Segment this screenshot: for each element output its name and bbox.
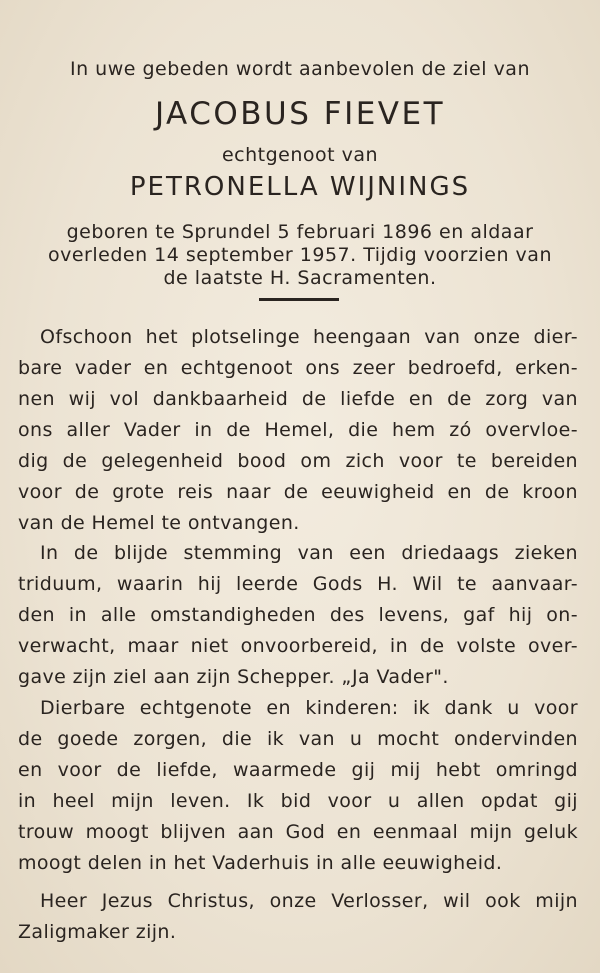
text-line: dig de gelegenheid bood om zich voor te bereiden <box>18 450 578 472</box>
text-line: gave zijn ziel aan zijn Schepper. „Ja Vader". <box>18 666 449 688</box>
text-line: ons aller Vader in de Hemel, die hem zó overvloe- <box>18 419 578 441</box>
text-line: Ofschoon het plotselinge heengaan van onze dier- <box>40 326 578 348</box>
divider-rule <box>259 298 339 301</box>
paragraph-1 <box>18 322 578 539</box>
paragraph-4 <box>18 886 578 948</box>
death-line: overleden 14 september 1957. Tijdig voorzien van <box>48 244 552 266</box>
text-line: bare vader en echtgenoot ons zeer bedroefd, erken- <box>18 357 578 379</box>
paragraph-3 <box>18 693 578 879</box>
text-line: de goede zorgen, die ik van u mocht ondervinden <box>18 728 578 750</box>
paragraph-2 <box>18 538 578 693</box>
text-line: den in alle omstandigheden des levens, gaf hij on- <box>18 604 578 626</box>
text-line: In de blijde stemming van een driedaags zieken <box>40 542 578 564</box>
text-line: in heel mijn leven. Ik bid voor u allen opdat gij <box>18 790 578 812</box>
text-line: nen wij vol dankbaarheid de liefde en de zorg van <box>18 388 578 410</box>
text-line: triduum, waarin hij leerde Gods H. Wil te aanvaar- <box>18 573 578 595</box>
sacraments-line: de laatste H. Sacramenten. <box>163 267 437 289</box>
text-line: en voor de liefde, waarmede gij mij hebt omringd <box>18 759 578 781</box>
text-line: Heer Jezus Christus, onze Verlosser, wil ook mijn <box>40 890 578 912</box>
text-line: trouw moogt blijven aan God en eenmaal mijn geluk <box>18 821 578 843</box>
intro-line: In uwe gebeden wordt aanbevolen de ziel van <box>70 58 530 80</box>
spouse-prefix: echtgenoot van <box>221 144 379 166</box>
text-line: Zaligmaker zijn. <box>18 921 177 943</box>
text-line: Dierbare echtgenote en kinderen: ik dank u voor <box>40 697 578 719</box>
birth-line: geboren te Sprundel 5 februari 1896 en aldaar <box>66 221 534 243</box>
deceased-name: JACOBUS FIEVET <box>154 96 446 132</box>
text-line: van de Hemel te ontvangen. <box>18 512 300 534</box>
text-line: voor de grote reis naar de eeuwigheid en de kroon <box>18 481 578 503</box>
text-line: moogt delen in het Vaderhuis in alle eeuwigheid. <box>18 852 503 874</box>
spouse-name: PETRONELLA WIJNINGS <box>129 172 471 202</box>
text-line: verwacht, maar niet onvoorbereid, in de volste over- <box>18 635 578 657</box>
